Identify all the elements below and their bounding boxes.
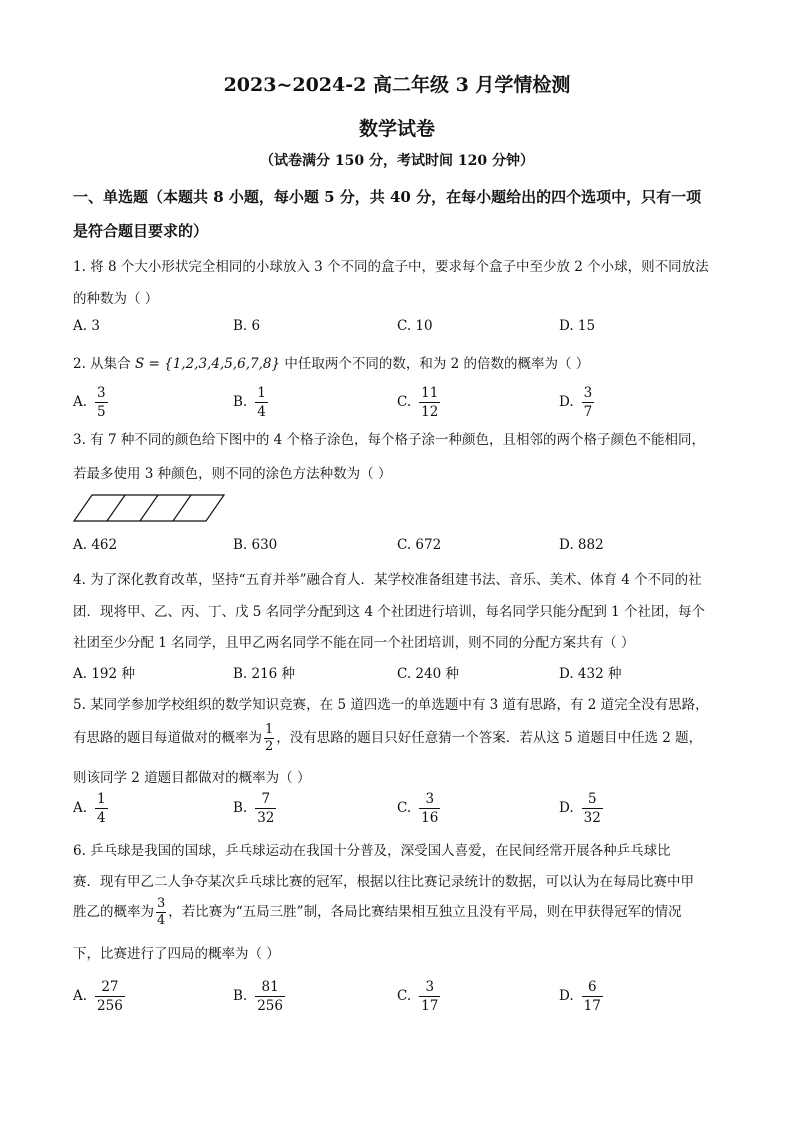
- denominator: 4: [97, 810, 106, 826]
- q3-option-c: C. 672: [397, 537, 442, 553]
- numerator: 3: [157, 896, 166, 911]
- q2-option-d: [559, 384, 594, 421]
- numerator: 81: [261, 979, 279, 995]
- q2-option-c-label: C.: [397, 394, 412, 410]
- q6-option-a-fraction: [95, 978, 125, 1015]
- denominator: 256: [257, 998, 283, 1014]
- numerator: 1: [257, 385, 266, 401]
- numerator: 3: [97, 385, 106, 401]
- numerator: 6: [587, 979, 597, 995]
- denominator: 32: [583, 810, 601, 826]
- numerator: 1: [265, 722, 274, 737]
- q6-stem-line2: 赛．现有甲乙二人争夺某次乒乓球比赛的冠军，根据以往比赛记录统计的数据，可以认为在每局比赛中甲: [73, 874, 694, 890]
- q6-option-b: [233, 978, 285, 1015]
- grid-divider: [107, 495, 125, 521]
- section-heading-line1: 一、单选题（本题共 8 小题，每小题 5 分，共 40 分，在每小题给出的四个选项中，只有一项: [73, 188, 702, 206]
- grid-divider: [140, 495, 158, 521]
- q2-option-b-fraction: [255, 384, 268, 421]
- numerator: 3: [583, 385, 593, 401]
- q2-option-c-fraction: [419, 384, 440, 421]
- q5-inline-fraction: [264, 722, 274, 755]
- q5-stem-line1: 5. 某同学参加学校组织的数学知识竞赛，在 5 道四选一的单选题中有 3 道有思路，有 2 道完全没有思路，: [73, 697, 709, 713]
- grid-divider: [173, 495, 191, 521]
- q4-option-d: D. 432 种: [559, 666, 622, 682]
- denominator: 32: [257, 810, 275, 826]
- q5-stem-text-b: ，没有思路的题目只好任意猜一个答案．若从这 5 道题目中任选 2 题，: [276, 730, 703, 746]
- q5-option-b: [233, 790, 276, 827]
- denominator: 2: [265, 739, 274, 754]
- q3-stem-line1: 3. 有 7 种不同的颜色给下图中的 4 个格子涂色，每个格子涂一种颜色，且相邻的两个格子颜色不能相同，: [73, 432, 706, 448]
- q6-option-b-label: B.: [233, 988, 248, 1004]
- numerator: 7: [261, 791, 271, 807]
- q1-stem-line1: 1. 将 8 个大小形状完全相同的小球放入 3 个不同的盒子中，要求每个盒子中至少放 2 个小球，则不同放法: [73, 259, 709, 275]
- q5-option-b-label: B.: [233, 800, 248, 816]
- q5-option-c: [397, 790, 440, 827]
- q1-stem-line2: 的种数为（ ）: [73, 291, 159, 307]
- denominator: 256: [97, 998, 123, 1014]
- q1-option-d: D. 15: [559, 318, 596, 334]
- denominator: 4: [257, 404, 266, 420]
- numerator: 3: [425, 791, 435, 807]
- denominator: 12: [421, 404, 439, 420]
- q6-inline-fraction: [156, 896, 166, 929]
- q4-option-b: B. 216 种: [233, 666, 296, 682]
- q5-option-d: [559, 790, 603, 827]
- q2-stem-text-a: 2. 从集合: [73, 356, 135, 372]
- four-parallelogram-grid-figure: [72, 493, 228, 523]
- numerator: 27: [101, 979, 119, 995]
- denominator: 7: [583, 404, 593, 420]
- q1-option-c: C. 10: [397, 318, 433, 334]
- q6-stem-line3: [73, 896, 733, 929]
- q5-option-a-label: A.: [73, 800, 88, 816]
- q6-option-c-label: C.: [397, 988, 412, 1004]
- q2-stem-text-b: 中任取两个不同的数，和为 2 的倍数的概率为（ ）: [280, 356, 590, 372]
- denominator: 16: [421, 810, 439, 826]
- q5-option-a: [73, 790, 108, 827]
- q5-option-c-label: C.: [397, 800, 412, 816]
- q5-option-b-fraction: [255, 790, 276, 827]
- q6-option-c-fraction: [419, 978, 440, 1015]
- q5-stem-line3: 则该同学 2 道题目都做对的概率为（ ）: [73, 770, 311, 786]
- q6-option-b-fraction: [255, 978, 285, 1015]
- q2-option-b-label: B.: [233, 394, 248, 410]
- numerator: 5: [587, 791, 597, 807]
- q2-option-a-fraction: [95, 384, 108, 421]
- q5-option-d-label: D.: [559, 800, 574, 816]
- q4-option-c: C. 240 种: [397, 666, 459, 682]
- denominator: 4: [157, 913, 166, 928]
- q6-stem-text-a: 胜乙的概率为: [73, 904, 154, 920]
- numerator: 11: [421, 385, 439, 401]
- q2-set-expression: S = {1,2,3,4,5,6,7,8}: [134, 356, 281, 372]
- exam-title: 2023~2024-2 高二年级 3 月学情检测: [223, 74, 571, 96]
- denominator: 17: [421, 998, 439, 1014]
- q6-option-d: [559, 978, 603, 1015]
- q6-stem-line1: 6. 乒乓球是我国的国球，乒乓球运动在我国十分普及，深受国人喜爱，在民间经常开展各种乒乓球比: [73, 843, 671, 859]
- q6-stem-line4: 下，比赛进行了四局的概率为（ ）: [73, 946, 280, 962]
- numerator: 1: [97, 791, 106, 807]
- q3-stem-line2: 若最多使用 3 种颜色，则不同的涂色方法种数为（ ）: [73, 466, 392, 482]
- q3-option-a: A. 462: [73, 537, 118, 553]
- q3-option-b: B. 630: [233, 537, 278, 553]
- q2-option-b: [233, 384, 268, 421]
- exam-subject: 数学试卷: [358, 118, 435, 140]
- q5-option-d-fraction: [582, 790, 603, 827]
- q2-stem-line1: [73, 352, 733, 372]
- q6-option-a-label: A.: [73, 988, 88, 1004]
- q5-option-c-fraction: [419, 790, 440, 827]
- numerator: 3: [425, 979, 435, 995]
- q4-stem-line2: 团．现将甲、乙、丙、丁、戊 5 名同学分配到这 4 个社团进行培训，每名同学只能分配到 1 个社团，每个: [73, 604, 706, 620]
- q3-option-d: D. 882: [559, 537, 604, 553]
- q5-stem-text-a: 有思路的题目每道做对的概率为: [73, 730, 262, 746]
- q4-stem-line3: 社团至少分配 1 名同学，且甲乙两名同学不能在同一个社团培训，则不同的分配方案共有（ ）: [73, 635, 635, 651]
- q2-option-c: [397, 384, 440, 421]
- q2-option-d-fraction: [582, 384, 595, 421]
- denominator: 5: [97, 404, 106, 420]
- q6-option-d-label: D.: [559, 988, 574, 1004]
- q1-option-a: A. 3: [73, 318, 100, 334]
- q6-option-d-fraction: [582, 978, 603, 1015]
- denominator: 17: [583, 998, 601, 1014]
- exam-note: （试卷满分 150 分，考试时间 120 分钟）: [260, 153, 534, 169]
- section-heading-line2: 是符合题目要求的）: [73, 222, 209, 240]
- q4-option-a: A. 192 种: [73, 666, 135, 682]
- q6-stem-text-b: ，若比赛为“五局三胜”制，各局比赛结果相互独立且没有平局，则在甲获得冠军的情况: [168, 904, 682, 920]
- q2-option-a: [73, 384, 108, 421]
- q4-stem-line1: 4. 为了深化教育改革，坚持“五育并举”融合育人．某学校准备组建书法、音乐、美术、体育 4 个不同的社: [73, 572, 702, 588]
- q5-option-a-fraction: [95, 790, 108, 827]
- q6-option-a: [73, 978, 125, 1015]
- q6-option-c: [397, 978, 440, 1015]
- q5-stem-line2: [73, 722, 733, 755]
- q2-option-d-label: D.: [559, 394, 574, 410]
- q1-option-b: B. 6: [233, 318, 261, 334]
- q2-option-a-label: A.: [73, 394, 88, 410]
